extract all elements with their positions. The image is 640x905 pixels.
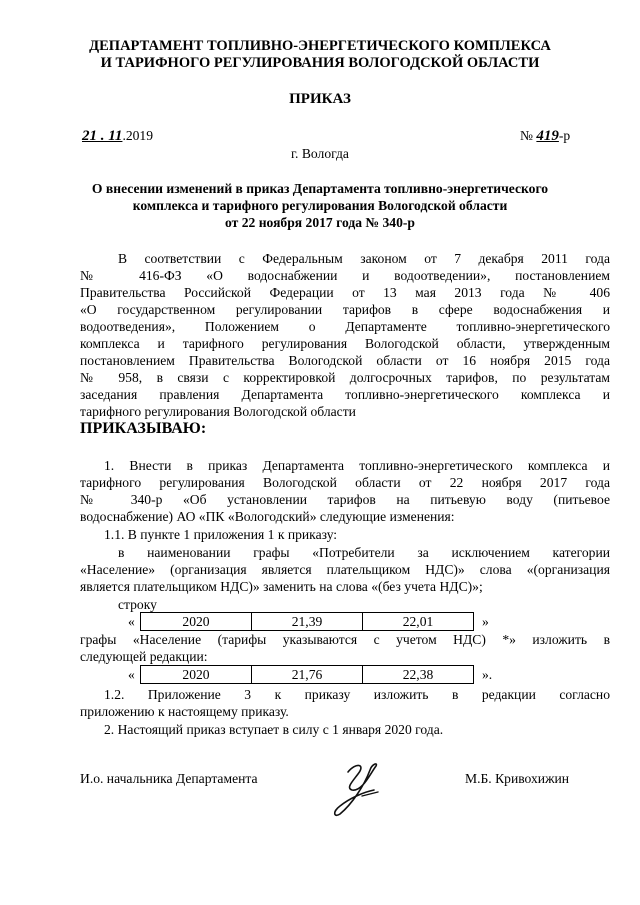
item1-line: 1. Внести в приказ Департамента топливно-энергетического комплекса и xyxy=(104,458,610,473)
order-date xyxy=(82,127,153,145)
value-cell: 22,01 xyxy=(363,613,474,631)
item1-line: тарифного регулирования Вологодской области от 22 ноября 2017 года xyxy=(80,475,610,490)
number-prefix: № xyxy=(520,128,533,143)
quote-close-dot: ». xyxy=(482,667,493,682)
preamble-line: постановлением Правительства Вологодской области от 16 ноября 2015 года xyxy=(80,353,610,368)
preamble-line: водоотведения», Положением о Департаменте топливно-энергетического xyxy=(80,319,610,334)
department-header xyxy=(0,38,640,72)
signatory-position: И.о. начальника Департамента xyxy=(80,771,258,786)
item12-line: приложению к настоящему приказу. xyxy=(80,704,289,719)
item11-line: в наименовании графы «Потребители за исключением категории xyxy=(118,545,610,560)
item11-line: является плательщиком НДС)» заменить на слова «(без учета НДС)»; xyxy=(80,579,483,594)
signatory-name: М.Б. Кривохижин xyxy=(465,771,570,786)
preamble-line: «О государственном регулировании тарифов в сфере водоснабжения и xyxy=(80,302,610,317)
table-row xyxy=(141,666,474,684)
signature-image xyxy=(318,752,398,822)
item12-line: 1.2. Приложение 3 к приказу изложить в редакции согласно xyxy=(104,687,610,702)
year-cell: 2020 xyxy=(141,613,252,631)
number-suffix: -р xyxy=(558,128,571,143)
handwritten-date: 21 . 11 xyxy=(82,128,123,144)
order-word: ПРИКАЗЫВАЮ: xyxy=(80,420,207,437)
item1-line: № 340-р «Об установлении тарифов на питьевую воду (питьевое xyxy=(80,492,610,507)
date-year: .2019 xyxy=(122,128,154,143)
item11-line: «Население» (организация является плательщиком НДС)» слова «(организация xyxy=(80,562,610,577)
old-row-table xyxy=(140,612,474,631)
subject-line-2: комплекса и тарифного регулирования Вологодской области xyxy=(132,198,508,213)
item1-line: водоснабжение) АО «ПК «Вологодский» следующие изменения: xyxy=(80,509,455,524)
year-cell: 2020 xyxy=(141,666,252,684)
city: г. Вологда xyxy=(291,146,349,161)
quote-open: « xyxy=(128,667,135,682)
preamble-line: Правительства Российской Федерации от 13 мая 2013 года № 406 xyxy=(80,285,610,300)
preamble-line: заседания правления Департамента топливно-энергетического комплекса и xyxy=(80,387,610,402)
subject-line-3: от 22 ноября 2017 года № 340-р xyxy=(225,215,415,230)
item2: 2. Настоящий приказ вступает в силу с 1 января 2020 года. xyxy=(104,722,444,737)
preamble-line: тарифного регулирования Вологодской области xyxy=(80,404,356,419)
handwritten-number: 419 xyxy=(536,128,559,144)
row-word: строку xyxy=(118,597,157,612)
value-cell: 21,76 xyxy=(252,666,363,684)
row-text-line: графы «Население (тарифы указываются с учетом НДС) *» изложить в xyxy=(80,632,610,647)
preamble-line: В соответствии с Федеральным законом от 7 декабря 2011 года xyxy=(118,251,610,266)
preamble-line: комплекса и тарифного регулирования Вологодской области, утвержденным xyxy=(80,336,610,351)
table-row xyxy=(141,613,474,631)
order-number xyxy=(520,127,570,145)
quote-close: » xyxy=(482,614,489,629)
row-text-line: следующей редакции: xyxy=(80,649,208,664)
header-line-2: И ТАРИФНОГО РЕГУЛИРОВАНИЯ ВОЛОГОДСКОЙ ОБЛАСТИ xyxy=(100,55,540,71)
header-line-1: ДЕПАРТАМЕНТ ТОПЛИВНО-ЭНЕРГЕТИЧЕСКОГО КОМПЛЕКСА xyxy=(89,38,551,54)
quote-open: « xyxy=(128,614,135,629)
value-cell: 21,39 xyxy=(252,613,363,631)
preamble-line: № 958, в связи с корректировкой долгосрочных тарифов, по результатам xyxy=(80,370,610,385)
new-row-table xyxy=(140,665,474,684)
order-title: ПРИКАЗ xyxy=(289,91,351,107)
preamble-line: № 416-ФЗ «О водоснабжении и водоотведении», постановлением xyxy=(80,268,610,283)
value-cell: 22,38 xyxy=(363,666,474,684)
order-subject xyxy=(0,180,640,231)
item11-intro: 1.1. В пункте 1 приложения 1 к приказу: xyxy=(104,527,338,542)
subject-line-1: О внесении изменений в приказ Департамента топливно-энергетического xyxy=(91,181,549,196)
